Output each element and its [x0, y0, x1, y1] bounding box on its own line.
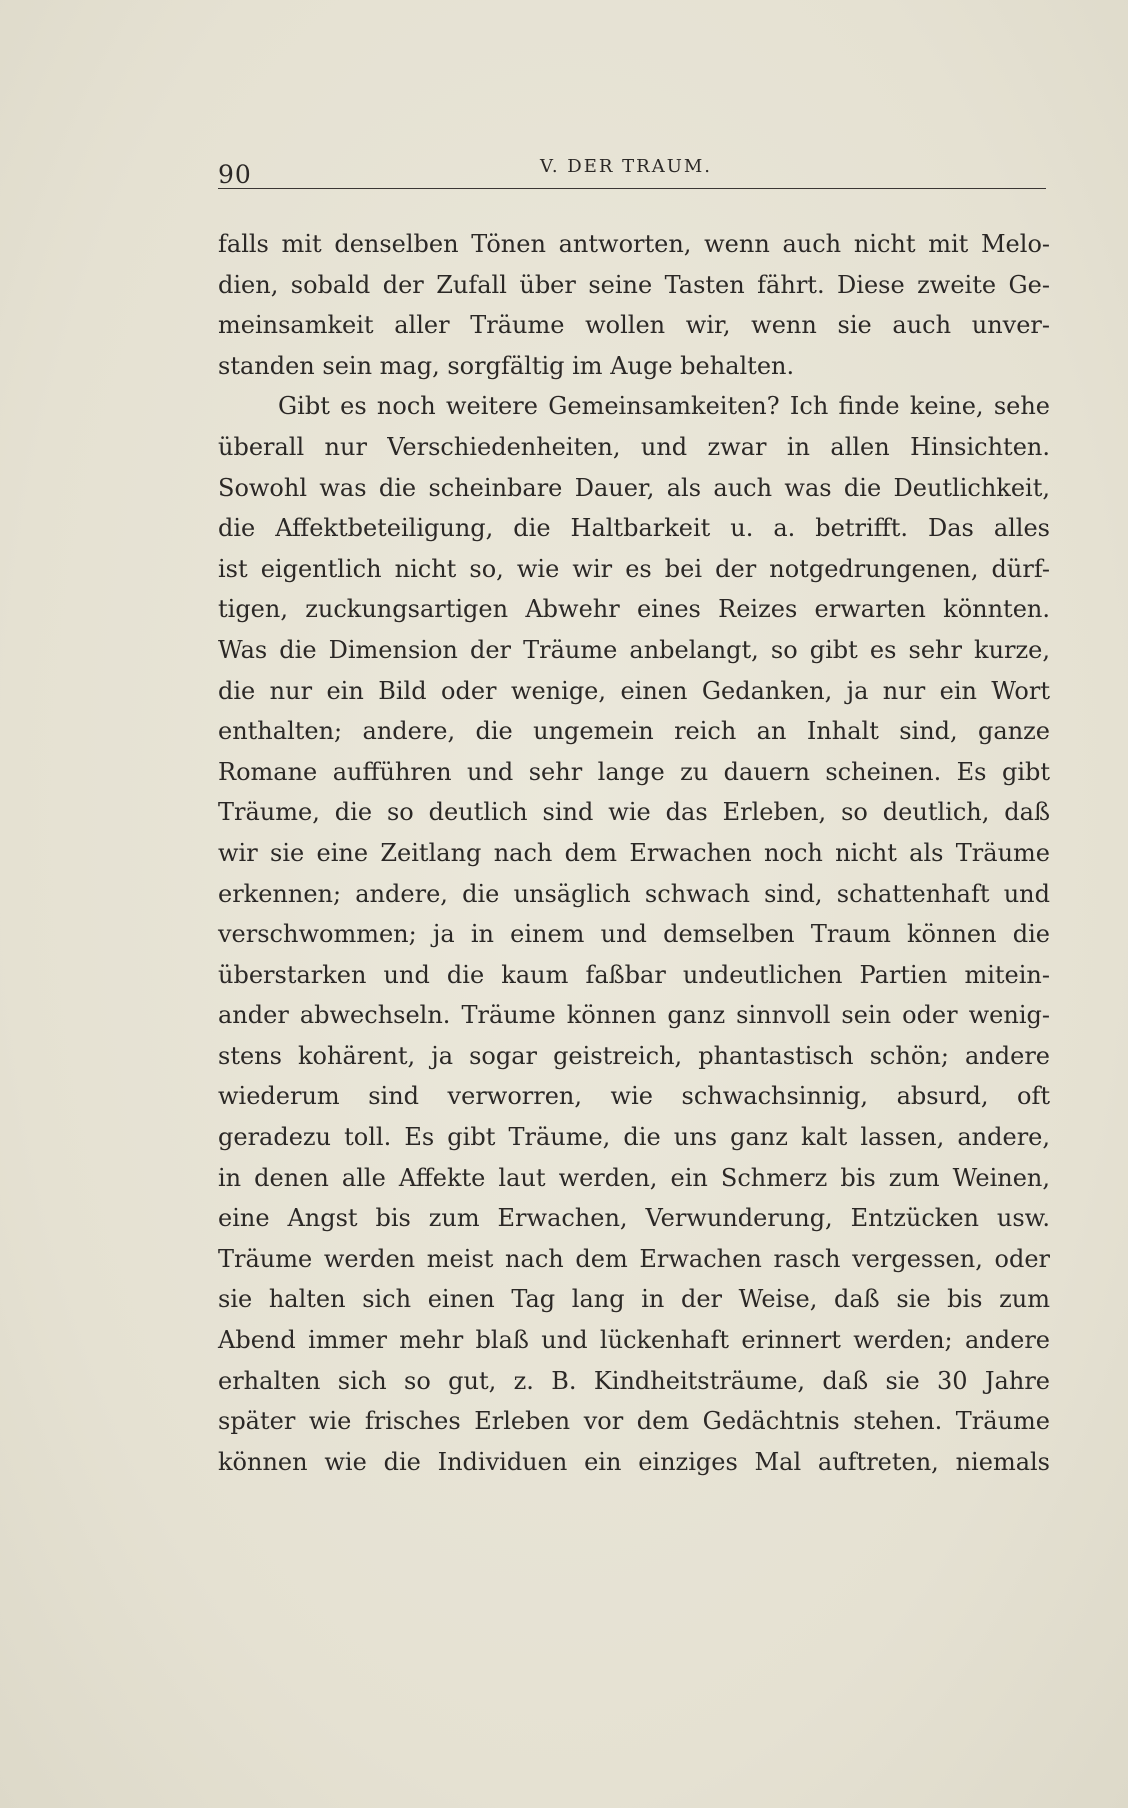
text-line: ander abwechseln. Träume können ganz sinnvoll sein oder wenig-: [218, 1001, 1050, 1030]
body-text: [218, 224, 1050, 1482]
text-line: können wie die Individuen ein einziges Mal auftreten, niemals: [218, 1447, 1050, 1476]
text-line: überstarken und die kaum faßbar undeutlichen Partien mitein-: [218, 960, 1050, 989]
text-line: verschwommen; ja in einem und demselben Traum können die: [218, 920, 1050, 949]
text-line: erkennen; andere, die unsäglich schwach sind, schattenhaft und: [218, 879, 1050, 908]
text-line: enthalten; andere, die ungemein reich an Inhalt sind, ganze: [218, 717, 1050, 746]
text-line: die nur ein Bild oder wenige, einen Gedanken, ja nur ein Wort: [218, 676, 1050, 705]
text-line: in denen alle Affekte laut werden, ein Schmerz bis zum Weinen,: [218, 1163, 1050, 1192]
text-line: geradezu toll. Es gibt Träume, die uns ganz kalt lassen, andere,: [218, 1123, 1050, 1152]
text-line: Sowohl was die scheinbare Dauer, als auch was die Deutlichkeit,: [218, 473, 1050, 502]
text-line: Träume, die so deutlich sind wie das Erleben, so deutlich, daß: [218, 798, 1050, 827]
text-line: Romane aufführen und sehr lange zu dauern scheinen. Es gibt: [218, 757, 1050, 786]
text-line: stens kohärent, ja sogar geistreich, phantastisch schön; andere: [218, 1041, 1050, 1070]
text-line: falls mit denselben Tönen antworten, wenn auch nicht mit Melo-: [218, 230, 1050, 258]
text-line: tigen, zuckungsartigen Abwehr eines Reizes erwarten könnten.: [218, 595, 1050, 624]
text-line: überall nur Verschiedenheiten, und zwar in allen Hinsichten.: [218, 432, 1050, 461]
text-line: sie halten sich einen Tag lang in der Weise, daß sie bis zum: [218, 1285, 1050, 1314]
text-line: meinsamkeit aller Träume wollen wir, wenn sie auch unver-: [218, 311, 1050, 340]
text-line: die Affektbeteiligung, die Haltbarkeit u. a. betrifft. Das alles: [218, 514, 1050, 543]
text-line: ist eigentlich nicht so, wie wir es bei der notgedrungenen, dürf-: [218, 554, 1050, 583]
running-head: V. DER TRAUM.: [540, 156, 713, 177]
text-line: später wie frisches Erleben vor dem Gedächtnis stehen. Träume: [218, 1407, 1050, 1436]
text-line: standen sein mag, sorgfältig im Auge behalten.: [218, 351, 795, 380]
text-line: eine Angst bis zum Erwachen, Verwunderung, Entzücken usw.: [218, 1204, 1050, 1233]
page-header: [218, 150, 1046, 190]
text-line: erhalten sich so gut, z. B. Kindheitsträume, daß sie 30 Jahre: [218, 1366, 1050, 1395]
text-line: Gibt es noch weitere Gemeinsamkeiten? Ich finde keine, sehe: [278, 392, 1050, 421]
text-line: dien, sobald der Zufall über seine Tasten fährt. Diese zweite Ge-: [218, 270, 1050, 299]
text-line: wir sie eine Zeitlang nach dem Erwachen noch nicht als Träume: [218, 838, 1050, 867]
text-line: wiederum sind verworren, wie schwachsinnig, absurd, oft: [218, 1082, 1050, 1111]
header-rule: [218, 188, 1046, 189]
text-line: Abend immer mehr blaß und lückenhaft erinnert werden; andere: [218, 1326, 1050, 1355]
text-line: Was die Dimension der Träume anbelangt, so gibt es sehr kurze,: [218, 635, 1050, 664]
page-number: 90: [218, 160, 252, 189]
text-line: Träume werden meist nach dem Erwachen rasch vergessen, oder: [218, 1244, 1050, 1273]
